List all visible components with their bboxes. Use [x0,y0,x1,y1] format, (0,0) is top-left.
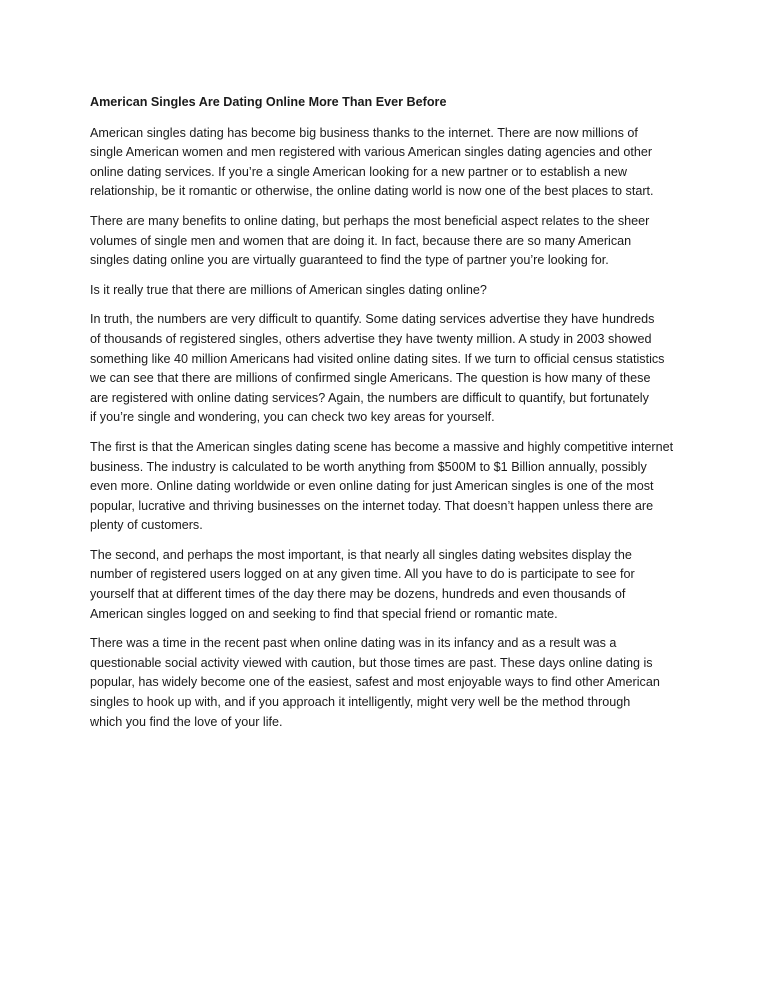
text-line: In truth, the numbers are very difficult to quantify. Some dating services advertise they have hundreds [90,312,655,327]
text-line: relationship, be it romantic or otherwise, the online dating world is now one of the best places to start. [90,184,654,199]
text-line: singles dating online you are virtually guaranteed to find the type of partner you’re looking for. [90,253,609,268]
text-line: American singles logged on and seeking to find that special friend or romantic mate. [90,606,558,621]
paragraph [90,634,680,732]
text-line: of thousands of registered singles, others advertise they have twenty million. A study in 2003 showed [90,331,652,346]
text-line: are registered with online dating services? Again, the numbers are difficult to quantify, but fortunately [90,390,649,405]
text-line: we can see that there are millions of confirmed single Americans. The question is how many of these [90,371,651,386]
text-line: Is it really true that there are millions of American singles dating online? [90,282,487,297]
text-line: The first is that the American singles dating scene has become a massive and highly competitive internet [90,439,674,454]
text-line: The second, and perhaps the most important, is that nearly all singles dating websites display the [90,547,632,562]
text-line: questionable social activity viewed with caution, but those times are past. These days online dating is [90,655,653,670]
paragraph [90,212,680,271]
text-line: plenty of customers. [90,518,203,533]
text-line: There was a time in the recent past when online dating was in its infancy and as a result was a [90,636,617,651]
paragraph [90,438,680,536]
text-line: yourself that at different times of the day there may be dozens, hundreds and even thousands of [90,587,626,602]
text-line: which you find the love of your life. [90,714,283,729]
text-line: popular, has widely become one of the easiest, safest and most enjoyable ways to find other American [90,675,660,690]
paragraph [90,310,680,428]
text-line: volumes of single men and women that are doing it. In fact, because there are so many American [90,233,632,248]
text-line: American singles dating has become big business thanks to the internet. There are now millions of [90,125,638,140]
document-title: American Singles Are Dating Online More Than Ever Before [90,95,447,109]
text-line: even more. Online dating worldwide or even online dating for just American singles is one of the most [90,479,654,494]
text-line: business. The industry is calculated to be worth anything from $500M to $1 Billion annually, possibly [90,459,647,474]
document-body [90,93,680,742]
text-line: online dating services. If you’re a single American looking for a new partner or to establish a new [90,164,627,179]
paragraph [90,546,680,624]
text-line: something like 40 million Americans had visited online dating sites. If we turn to official census statistics [90,351,665,366]
text-line: single American women and men registered with various American singles dating agencies and other [90,145,653,160]
paragraph [90,281,680,301]
paragraph [90,124,680,202]
text-line: if you’re single and wondering, you can check two key areas for yourself. [90,410,495,425]
text-line: There are many benefits to online dating, but perhaps the most beneficial aspect relates to the sheer [90,213,650,228]
text-line: singles to hook up with, and if you approach it intelligently, might very well be the method through [90,695,631,710]
text-line: number of registered users logged on at any given time. All you have to do is participate to see for [90,567,635,582]
text-line: popular, lucrative and thriving businesses on the internet today. That doesn’t happen unless there are [90,498,654,513]
